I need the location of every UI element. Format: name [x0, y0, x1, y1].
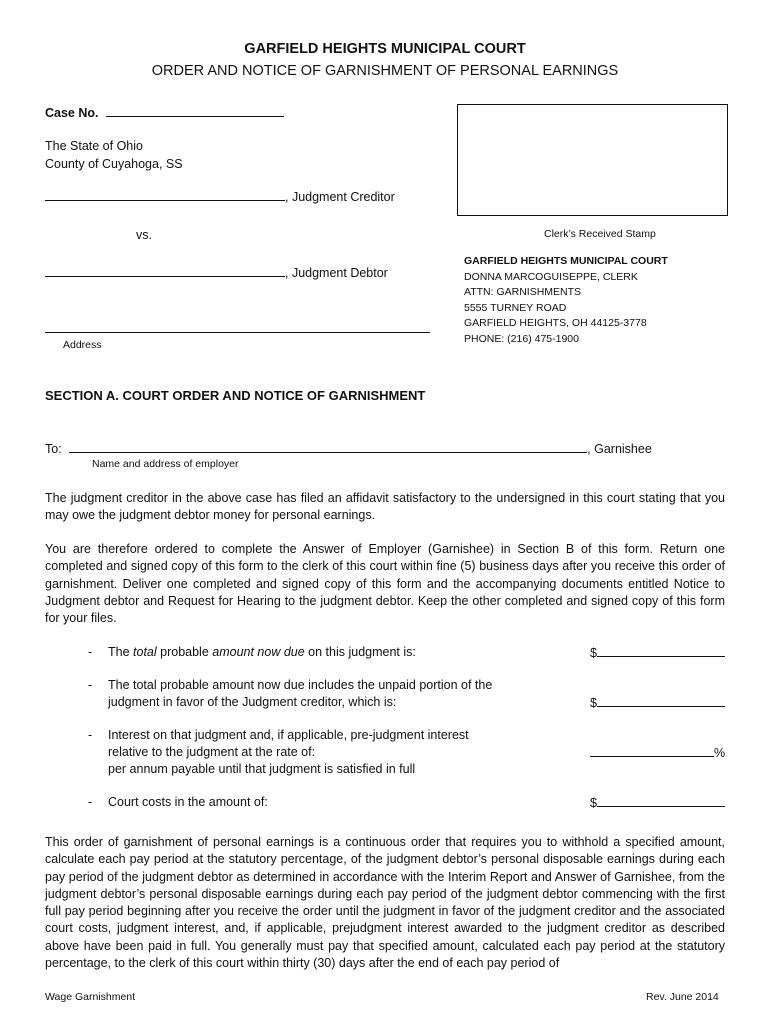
unpaid-field[interactable]	[597, 694, 725, 707]
clerk-street: 5555 TURNEY ROAD	[464, 301, 567, 314]
to-row	[45, 440, 652, 456]
case-number-row	[45, 104, 284, 120]
debtor-label: , Judgment Debtor	[285, 266, 388, 280]
paragraph-affidavit: The judgment creditor in the above case has filed an affidavit satisfactory to the undersigned in this court stating that you may owe the judgment debtor money for personal earnings.	[45, 491, 725, 523]
clerk-court: GARFIELD HEIGHTS MUNICIPAL COURT	[464, 255, 668, 267]
state-line: The State of Ohio	[45, 139, 143, 153]
dollar-sign: $	[590, 796, 597, 810]
total-due-amount	[590, 644, 725, 660]
court-costs-text: Court costs in the amount of:	[108, 795, 268, 809]
dollar-sign: $	[590, 696, 597, 710]
item-total-text	[108, 644, 416, 661]
percent-sign: %	[714, 746, 726, 760]
creditor-label: , Judgment Creditor	[285, 190, 395, 204]
employer-caption: Name and address of employer	[92, 458, 239, 470]
court-title: GARFIELD HEIGHTS MUNICIPAL COURT	[244, 41, 526, 57]
garnishee-field[interactable]	[69, 440, 587, 453]
debtor-field[interactable]	[45, 264, 285, 277]
clerk-phone: PHONE: (216) 475-1900	[464, 332, 579, 345]
paragraph-order: You are therefore ordered to complete the Answer of Employer (Garnishee) in Section B of this form. Return one completed and signed copy of this form to the clerk of this court within fine (5) business days after you receive this order of garnishment. Deliver one completed and signed copy of this form and the accompanying documents entitled Notice to Judgment debtor and Request for Hearing to the judgment debtor. Keep the other completed and signed copy of this form for your files.	[45, 542, 725, 626]
address-label: Address	[63, 339, 102, 351]
clerk-name: DONNA MARCOGUISEPPE, CLERK	[464, 270, 638, 283]
unpaid-amount	[590, 694, 725, 710]
text-segment: The	[108, 645, 134, 659]
footer-right: Rev. June 2014	[646, 991, 719, 1003]
creditor-row	[45, 188, 395, 204]
paragraph-continuous-order: This order of garnishment of personal earnings is a continuous order that requires you to withhold a specified amount, calculate each pay period at the statutory percentage, of the judgment debtor’s personal disposable earnings during each pay period of the judgment debtor as determined in accordance with the Interim Report and Answer of Garnishee, from the judgment debtor’s personal disposable earnings during each pay period of the judgment debtor commencing with the first full pay period beginning after you receive the order until the judgment in favor of the judgment creditor and the associated court costs, judgment interest, and, if applicable, prejudgment interest awarded to the judgment creditor as described above have been paid in full. You generally must pay that specified amount, calculated each pay period at the statutory percentage, to the clerk of this court within thirty (30) days after the end of each pay period of	[45, 835, 725, 971]
interest-line-2: relative to the judgment at the rate of:	[108, 745, 316, 759]
creditor-field[interactable]	[45, 188, 285, 201]
unpaid-line-2: judgment in favor of the Judgment creditor, which is:	[108, 695, 397, 709]
county-line: County of Cuyahoga, SS	[45, 157, 183, 171]
text-segment: probable	[156, 645, 213, 659]
to-label: To:	[45, 442, 62, 456]
court-costs-field[interactable]	[597, 794, 725, 807]
item-dash: -	[88, 678, 93, 692]
debtor-row	[45, 264, 388, 280]
address-line[interactable]	[45, 332, 430, 333]
interest-line-3: per annum payable until that judgment is satisfied in full	[108, 762, 416, 776]
stamp-caption: Clerk’s Received Stamp	[544, 228, 656, 240]
interest-rate-field[interactable]	[590, 744, 714, 757]
unpaid-line-1: The total probable amount now due includes the unpaid portion of the	[108, 678, 493, 692]
total-due-field[interactable]	[597, 644, 725, 657]
clerk-address	[464, 254, 668, 347]
case-number-field[interactable]	[106, 104, 284, 117]
emphasis-amount-now-due: amount now due	[212, 645, 305, 659]
case-number-label: Case No.	[45, 106, 99, 120]
garnishee-label: , Garnishee	[587, 442, 652, 456]
text-segment: on this judgment is:	[304, 645, 416, 659]
section-a-heading: SECTION A. COURT ORDER AND NOTICE OF GARNISHMENT	[45, 388, 426, 403]
clerk-city: GARFIELD HEIGHTS, OH 44125-3778	[464, 317, 647, 329]
item-dash: -	[88, 645, 93, 659]
interest-rate	[590, 744, 725, 760]
footer-left: Wage Garnishment	[45, 991, 136, 1003]
court-costs-amount	[590, 794, 725, 810]
item-dash: -	[88, 728, 93, 742]
form-title: ORDER AND NOTICE OF GARNISHMENT OF PERSONAL EARNINGS	[151, 63, 619, 79]
clerk-stamp-box	[457, 104, 728, 216]
emphasis-total: total	[133, 645, 157, 659]
item-dash: -	[88, 795, 93, 809]
clerk-attn: ATTN: GARNISHMENTS	[464, 286, 582, 298]
dollar-sign: $	[590, 646, 597, 660]
interest-line-1: Interest on that judgment and, if applicable, pre-judgment interest	[108, 728, 469, 742]
vs-label: vs.	[136, 228, 152, 242]
